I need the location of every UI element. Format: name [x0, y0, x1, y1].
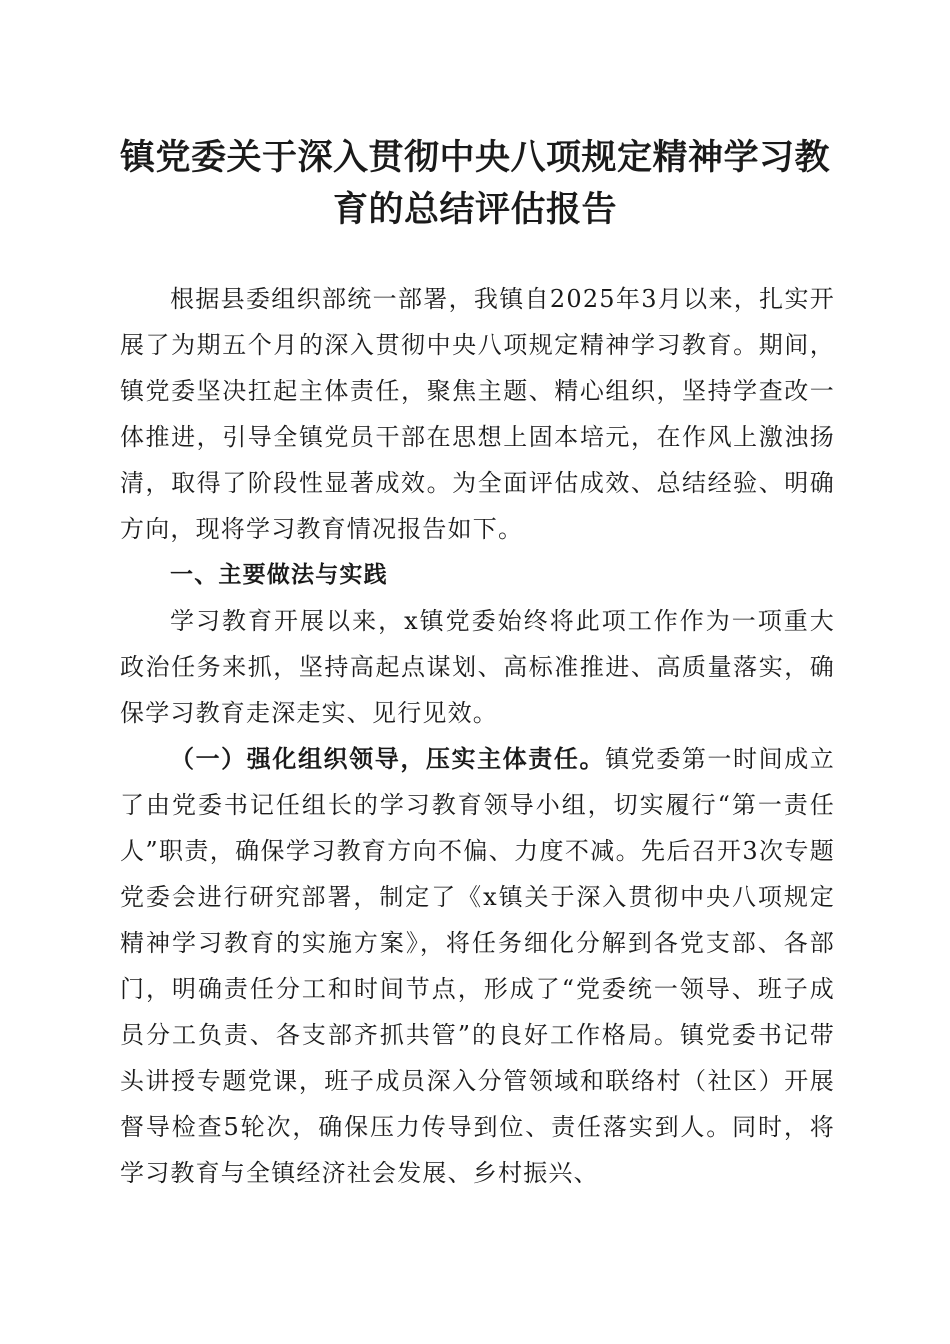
document-body — [120, 276, 835, 1196]
document-title — [110, 132, 840, 236]
title-line-1: 镇党委关于深入贯彻中央八项规定精神学习教 — [119, 137, 830, 178]
intro-paragraph: 根据县委组织部统一部署，我镇自2025年3月以来，扎实开展了为期五个月的深入贯彻中央八项规定精神学习教育。期间，镇党委坚决扛起主体责任，聚焦主题、精心组织，坚持学查改一体推进，引导全镇党员干部在思想上固本培元，在作风上激浊扬清，取得了阶段性显著成效。为全面评估成效、总结经验、明确方向，现将学习教育情况报告如下。 — [120, 285, 835, 543]
title-line-2: 育的总结评估报告 — [332, 189, 617, 230]
subsection-1-heading: （一）强化组织领导，压实主体责任。 — [170, 744, 606, 773]
subsection-1-paragraph — [120, 736, 835, 1196]
subsection-1-body: 镇党委第一时间成立了由党委书记任组长的学习教育领导小组，切实履行“第一责任人”职责，确保学习教育方向不偏、力度不减。先后召开3次专题党委会进行研究部署，制定了《x镇关于深入贯彻中央八项规定精神学习教育的实施方案》，将任务细化分解到各党支部、各部门，明确责任分工和时间节点，形成了“党委统一领导、班子成员分工负责、各支部齐抓共管”的良好工作格局。镇党委书记带头讲授专题党课，班子成员深入分管领域和联络村（社区）开展督导检查5轮次，确保压力传导到位、责任落实到人。同时，将学习教育与全镇经济社会发展、乡村振兴、 — [120, 745, 835, 1187]
section-heading-1: 一、主要做法与实践 — [170, 562, 388, 588]
section-1-intro-paragraph: 学习教育开展以来，x镇党委始终将此项工作作为一项重大政治任务来抓，坚持高起点谋划、高标准推进、高质量落实，确保学习教育走深走实、见行见效。 — [120, 607, 835, 727]
